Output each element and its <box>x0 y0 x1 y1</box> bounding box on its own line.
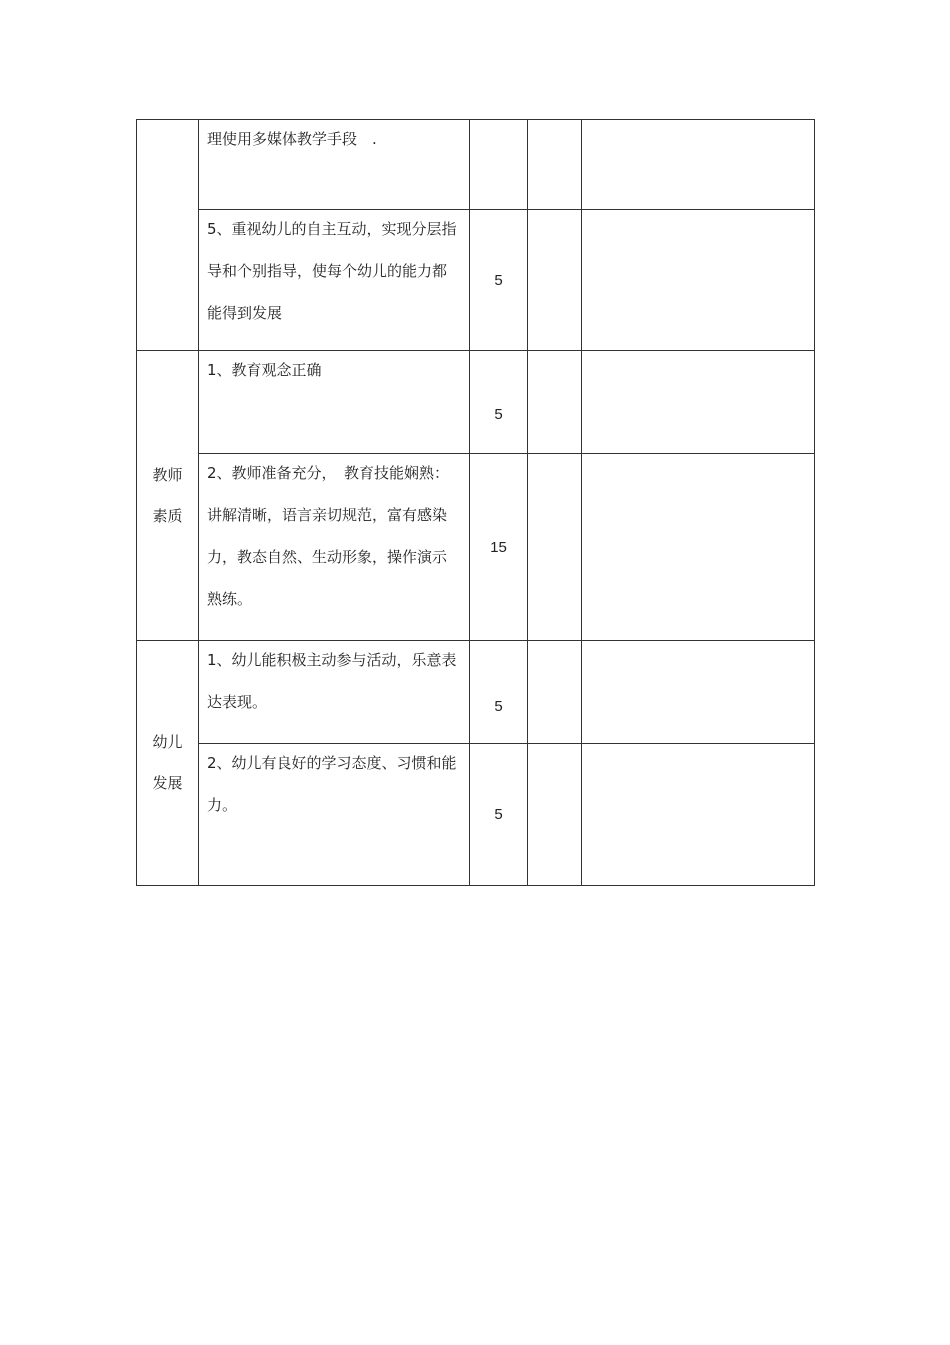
actual-score-cell <box>528 641 582 744</box>
table-row <box>137 641 815 744</box>
remarks-cell <box>582 641 815 744</box>
table-row <box>137 744 815 886</box>
criterion-cell <box>199 351 470 454</box>
score-value: 5 <box>494 697 503 715</box>
remarks-cell <box>582 454 815 641</box>
category-cell <box>137 641 199 886</box>
table-row <box>137 120 815 210</box>
score-cell <box>470 120 528 210</box>
remarks-cell <box>582 351 815 454</box>
category-cell <box>137 120 199 351</box>
actual-score-cell <box>528 744 582 886</box>
score-value: 5 <box>494 405 503 423</box>
criterion-cell <box>199 120 470 210</box>
criterion-cell <box>199 210 470 351</box>
category-cell <box>137 351 199 641</box>
actual-score-cell <box>528 120 582 210</box>
table-row <box>137 454 815 641</box>
score-cell <box>470 744 528 886</box>
score-cell <box>470 454 528 641</box>
criterion-text: 2、幼儿有良好的学习态度、习惯和能力。 <box>207 754 457 814</box>
criterion-text: 1、幼儿能积极主动参与活动，乐意表达表现。 <box>207 651 457 711</box>
actual-score-cell <box>528 210 582 351</box>
remarks-cell <box>582 120 815 210</box>
score-value: 5 <box>494 806 503 823</box>
criterion-text: 5、重视幼儿的自主互动，实现分层指导和个别指导，使每个幼儿的能力都能得到发展 <box>207 220 457 322</box>
remarks-cell <box>582 744 815 886</box>
score-cell <box>470 210 528 351</box>
remarks-cell <box>582 210 815 351</box>
criterion-text: 理使用多媒体教学手段 . <box>207 130 377 148</box>
category-label: 教师素质 <box>152 465 183 525</box>
score-value: 5 <box>494 271 503 289</box>
criterion-text: 2、教师准备充分， 教育技能娴熟：讲解清晰，语言亲切规范，富有感染力，教态自然、生动形象，操作演示熟练。 <box>207 464 450 608</box>
actual-score-cell <box>528 454 582 641</box>
evaluation-table <box>136 119 815 886</box>
table-row <box>137 351 815 454</box>
score-cell <box>470 351 528 454</box>
category-label: 幼儿发展 <box>152 733 183 792</box>
table-row <box>137 210 815 351</box>
criterion-cell <box>199 641 470 744</box>
criterion-text: 1、教育观念正确 <box>207 361 322 379</box>
score-value: 15 <box>490 538 507 556</box>
score-cell <box>470 641 528 744</box>
criterion-cell <box>199 454 470 641</box>
criterion-cell <box>199 744 470 886</box>
actual-score-cell <box>528 351 582 454</box>
